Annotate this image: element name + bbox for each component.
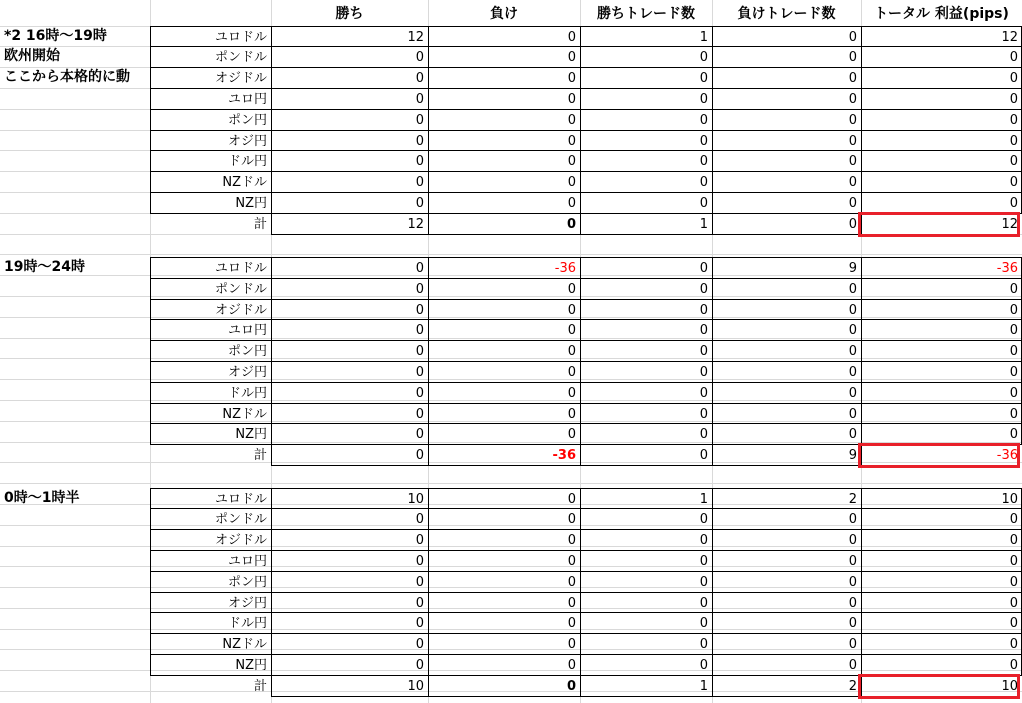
cell-win-trades[interactable]: 0 xyxy=(699,50,708,65)
cell-win[interactable]: 12 xyxy=(407,217,424,232)
cell-loss[interactable]: 0 xyxy=(567,512,576,527)
cell-loss-trades[interactable]: 2 xyxy=(848,679,857,694)
cell-win-trades[interactable]: 0 xyxy=(699,71,708,86)
cell-loss[interactable]: 0 xyxy=(567,30,576,45)
cell-loss-trades[interactable]: 0 xyxy=(848,427,857,442)
currency-pair-label[interactable]: ポン円 xyxy=(227,575,267,590)
cell-win[interactable]: 0 xyxy=(415,154,424,169)
cell-win[interactable]: 0 xyxy=(415,512,424,527)
highlight-box xyxy=(858,674,1020,699)
cell-win[interactable]: 0 xyxy=(415,175,424,190)
cell-loss[interactable]: 0 xyxy=(567,407,576,422)
cell-loss-trades[interactable]: 0 xyxy=(848,407,857,422)
cell-total-pips[interactable]: 0 xyxy=(1009,575,1018,590)
cell-win[interactable]: 0 xyxy=(415,196,424,211)
cell-loss-trades[interactable]: 0 xyxy=(848,113,857,128)
cell-loss[interactable]: -36 xyxy=(552,448,576,463)
cell-win-trades[interactable]: 0 xyxy=(699,386,708,401)
cell-win[interactable]: 0 xyxy=(415,261,424,276)
cell-total-pips[interactable]: 10 xyxy=(1001,679,1018,694)
cell-win[interactable]: 0 xyxy=(415,134,424,149)
cell-total-pips[interactable]: 0 xyxy=(1009,71,1018,86)
section-label: 0時〜1時半 xyxy=(4,490,80,506)
cell-win-trades[interactable]: 0 xyxy=(699,344,708,359)
currency-pair-label[interactable]: ユロドル xyxy=(214,30,267,45)
cell-total-pips[interactable]: 0 xyxy=(1009,386,1018,401)
cell-win[interactable]: 0 xyxy=(415,448,424,463)
cell-win-trades[interactable]: 0 xyxy=(699,154,708,169)
currency-pair-label[interactable]: NZ円 xyxy=(235,658,267,673)
currency-pair-label[interactable]: NZドル xyxy=(222,637,267,652)
cell-loss-trades[interactable]: 0 xyxy=(848,71,857,86)
cell-win-trades[interactable]: 0 xyxy=(699,261,708,276)
cell-loss[interactable]: 0 xyxy=(567,50,576,65)
cell-win-trades[interactable]: 0 xyxy=(699,533,708,548)
cell-loss[interactable]: 0 xyxy=(567,92,576,107)
cell-win-trades[interactable]: 0 xyxy=(699,365,708,380)
cell-loss-trades[interactable]: 0 xyxy=(848,30,857,45)
cell-total-pips[interactable]: 0 xyxy=(1009,596,1018,611)
cell-win-trades[interactable]: 0 xyxy=(699,512,708,527)
cell-win-trades[interactable]: 0 xyxy=(699,616,708,631)
cell-loss-trades[interactable]: 0 xyxy=(848,303,857,318)
highlight-box xyxy=(858,212,1020,237)
currency-pair-label[interactable]: NZドル xyxy=(222,407,267,422)
cell-loss[interactable]: 0 xyxy=(567,575,576,590)
cell-win-trades[interactable]: 1 xyxy=(699,30,708,45)
cell-win[interactable]: 0 xyxy=(415,50,424,65)
column-header: トータル 利益(pips) xyxy=(874,6,1009,22)
cell-win[interactable]: 0 xyxy=(415,427,424,442)
cell-loss[interactable]: 0 xyxy=(567,427,576,442)
cell-total-pips[interactable]: -36 xyxy=(996,261,1018,276)
cell-loss[interactable]: 0 xyxy=(567,154,576,169)
cell-win[interactable]: 0 xyxy=(415,658,424,673)
cell-loss-trades[interactable]: 0 xyxy=(848,92,857,107)
cell-total-pips[interactable]: 0 xyxy=(1009,303,1018,318)
cell-win[interactable]: 0 xyxy=(415,365,424,380)
total-row-label[interactable]: 計 xyxy=(253,217,267,232)
cell-total-pips[interactable]: 0 xyxy=(1009,427,1018,442)
currency-pair-label[interactable]: オジドル xyxy=(214,71,267,86)
currency-pair-label[interactable]: ユロ円 xyxy=(227,554,267,569)
cell-total-pips[interactable]: 12 xyxy=(1001,217,1018,232)
currency-pair-label[interactable]: NZ円 xyxy=(235,196,267,211)
currency-pair-label[interactable]: ユロドル xyxy=(214,492,267,507)
cell-loss[interactable]: 0 xyxy=(567,282,576,297)
currency-pair-label[interactable]: ポン円 xyxy=(227,344,267,359)
currency-pair-label[interactable]: ドル円 xyxy=(227,154,267,169)
currency-pair-label[interactable]: ユロドル xyxy=(214,261,267,276)
section-label: 欧州開始 xyxy=(4,48,60,64)
cell-loss[interactable]: 0 xyxy=(567,637,576,652)
cell-total-pips[interactable]: 0 xyxy=(1009,344,1018,359)
cell-total-pips[interactable]: 0 xyxy=(1009,154,1018,169)
section-label: ここから本格的に動 xyxy=(4,69,130,85)
column-header: 勝ちトレード数 xyxy=(597,6,695,22)
cell-win[interactable]: 10 xyxy=(407,492,424,507)
cell-total-pips[interactable]: 0 xyxy=(1009,616,1018,631)
cell-loss[interactable]: 0 xyxy=(567,196,576,211)
cell-win[interactable]: 0 xyxy=(415,533,424,548)
cell-win-trades[interactable]: 0 xyxy=(699,113,708,128)
cell-win[interactable]: 12 xyxy=(407,30,424,45)
currency-pair-label[interactable]: ドル円 xyxy=(227,386,267,401)
cell-win[interactable]: 0 xyxy=(415,637,424,652)
cell-total-pips[interactable]: 12 xyxy=(1001,30,1018,45)
cell-loss-trades[interactable]: 0 xyxy=(848,217,857,232)
currency-pair-label[interactable]: NZドル xyxy=(222,175,267,190)
cell-win-trades[interactable]: 0 xyxy=(699,448,708,463)
cell-win-trades[interactable]: 0 xyxy=(699,658,708,673)
cell-win-trades[interactable]: 0 xyxy=(699,596,708,611)
cell-win[interactable]: 10 xyxy=(407,679,424,694)
currency-pair-label[interactable]: ポンドル xyxy=(214,282,267,297)
cell-win[interactable]: 0 xyxy=(415,113,424,128)
cell-win[interactable]: 0 xyxy=(415,596,424,611)
total-row-label[interactable]: 計 xyxy=(253,679,267,694)
cell-loss-trades[interactable]: 0 xyxy=(848,50,857,65)
cell-total-pips[interactable]: 0 xyxy=(1009,323,1018,338)
cell-total-pips[interactable]: 0 xyxy=(1009,554,1018,569)
cell-win-trades[interactable]: 0 xyxy=(699,282,708,297)
cell-loss-trades[interactable]: 2 xyxy=(848,492,857,507)
currency-pair-label[interactable]: NZ円 xyxy=(235,427,267,442)
cell-win-trades[interactable]: 0 xyxy=(699,196,708,211)
section-label: *2 16時〜19時 xyxy=(4,28,107,44)
cell-win-trades[interactable]: 0 xyxy=(699,427,708,442)
cell-total-pips[interactable]: 0 xyxy=(1009,92,1018,107)
column-header: 負け xyxy=(490,6,518,22)
cell-win-trades[interactable]: 1 xyxy=(699,217,708,232)
cell-win-trades[interactable]: 0 xyxy=(699,134,708,149)
cell-loss-trades[interactable]: 0 xyxy=(848,175,857,190)
cell-loss[interactable]: 0 xyxy=(567,344,576,359)
cell-loss[interactable]: 0 xyxy=(567,492,576,507)
cell-total-pips[interactable]: 0 xyxy=(1009,113,1018,128)
cell-win-trades[interactable]: 1 xyxy=(699,679,708,694)
cell-win-trades[interactable]: 1 xyxy=(699,492,708,507)
currency-pair-label[interactable]: オジ円 xyxy=(227,134,267,149)
cell-total-pips[interactable]: 0 xyxy=(1009,512,1018,527)
cell-total-pips[interactable]: 0 xyxy=(1009,282,1018,297)
cell-loss[interactable]: 0 xyxy=(567,365,576,380)
cell-loss[interactable]: 0 xyxy=(567,175,576,190)
cell-win-trades[interactable]: 0 xyxy=(699,554,708,569)
total-row-label[interactable]: 計 xyxy=(253,448,267,463)
cell-total-pips[interactable]: 0 xyxy=(1009,134,1018,149)
gridline-horizontal xyxy=(0,483,1022,484)
cell-loss-trades[interactable]: 0 xyxy=(848,575,857,590)
column-header: 負けトレード数 xyxy=(737,6,836,22)
cell-loss-trades[interactable]: 0 xyxy=(848,596,857,611)
cell-win[interactable]: 0 xyxy=(415,575,424,590)
cell-loss-trades[interactable]: 0 xyxy=(848,134,857,149)
cell-loss[interactable]: -36 xyxy=(554,261,576,276)
column-header: 勝ち xyxy=(335,6,364,22)
currency-pair-label[interactable]: ポン円 xyxy=(227,113,267,128)
cell-total-pips[interactable]: -36 xyxy=(996,448,1018,463)
cell-loss[interactable]: 0 xyxy=(567,554,576,569)
currency-pair-label[interactable]: ドル円 xyxy=(227,616,267,631)
gridline-horizontal xyxy=(0,254,1022,255)
section-label: 19時〜24時 xyxy=(4,259,85,275)
cell-win[interactable]: 0 xyxy=(415,407,424,422)
cell-total-pips[interactable]: 0 xyxy=(1009,365,1018,380)
cell-loss-trades[interactable]: 9 xyxy=(848,261,857,276)
cell-win-trades[interactable]: 0 xyxy=(699,637,708,652)
cell-total-pips[interactable]: 10 xyxy=(1001,492,1018,507)
cell-loss[interactable]: 0 xyxy=(566,217,576,232)
currency-pair-label[interactable]: オジドル xyxy=(214,533,267,548)
cell-win-trades[interactable]: 0 xyxy=(699,92,708,107)
cell-win[interactable]: 0 xyxy=(415,386,424,401)
cell-total-pips[interactable]: 0 xyxy=(1009,50,1018,65)
cell-win[interactable]: 0 xyxy=(415,303,424,318)
cell-loss-trades[interactable]: 0 xyxy=(848,533,857,548)
cell-win[interactable]: 0 xyxy=(415,71,424,86)
cell-loss-trades[interactable]: 0 xyxy=(848,344,857,359)
cell-win-trades[interactable]: 0 xyxy=(699,175,708,190)
currency-pair-label[interactable]: ユロ円 xyxy=(227,92,267,107)
cell-loss-trades[interactable]: 0 xyxy=(848,386,857,401)
cell-loss[interactable]: 0 xyxy=(567,596,576,611)
cell-total-pips[interactable]: 0 xyxy=(1009,407,1018,422)
currency-pair-label[interactable]: オジ円 xyxy=(227,596,267,611)
cell-loss-trades[interactable]: 0 xyxy=(848,512,857,527)
cell-total-pips[interactable]: 0 xyxy=(1009,637,1018,652)
cell-win-trades[interactable]: 0 xyxy=(699,407,708,422)
cell-win[interactable]: 0 xyxy=(415,554,424,569)
cell-loss-trades[interactable]: 0 xyxy=(848,196,857,211)
cell-loss[interactable]: 0 xyxy=(567,134,576,149)
highlight-box xyxy=(858,443,1020,468)
currency-pair-label[interactable]: ポンドル xyxy=(214,50,267,65)
currency-pair-label[interactable]: オジドル xyxy=(214,303,267,318)
cell-loss-trades[interactable]: 0 xyxy=(848,282,857,297)
cell-loss[interactable]: 0 xyxy=(567,113,576,128)
cell-loss-trades[interactable]: 0 xyxy=(848,616,857,631)
cell-win[interactable]: 0 xyxy=(415,282,424,297)
currency-pair-label[interactable]: ユロ円 xyxy=(227,323,267,338)
currency-pair-label[interactable]: ポンドル xyxy=(214,512,267,527)
cell-win-trades[interactable]: 0 xyxy=(699,575,708,590)
cell-loss[interactable]: 0 xyxy=(567,386,576,401)
cell-total-pips[interactable]: 0 xyxy=(1009,196,1018,211)
cell-total-pips[interactable]: 0 xyxy=(1009,658,1018,673)
cell-loss[interactable]: 0 xyxy=(567,616,576,631)
cell-loss[interactable]: 0 xyxy=(567,323,576,338)
currency-pair-label[interactable]: オジ円 xyxy=(227,365,267,380)
cell-loss[interactable]: 0 xyxy=(567,303,576,318)
cell-win[interactable]: 0 xyxy=(415,323,424,338)
cell-total-pips[interactable]: 0 xyxy=(1009,175,1018,190)
cell-loss[interactable]: 0 xyxy=(566,679,576,694)
cell-loss-trades[interactable]: 0 xyxy=(848,554,857,569)
cell-win[interactable]: 0 xyxy=(415,92,424,107)
cell-loss-trades[interactable]: 0 xyxy=(848,154,857,169)
cell-loss-trades[interactable]: 0 xyxy=(848,658,857,673)
cell-win[interactable]: 0 xyxy=(415,616,424,631)
cell-loss-trades[interactable]: 0 xyxy=(848,323,857,338)
cell-win-trades[interactable]: 0 xyxy=(699,303,708,318)
cell-total-pips[interactable]: 0 xyxy=(1009,533,1018,548)
cell-loss[interactable]: 0 xyxy=(567,658,576,673)
cell-loss-trades[interactable]: 9 xyxy=(848,448,857,463)
cell-loss-trades[interactable]: 0 xyxy=(848,637,857,652)
cell-loss-trades[interactable]: 0 xyxy=(848,365,857,380)
cell-win-trades[interactable]: 0 xyxy=(699,323,708,338)
cell-loss[interactable]: 0 xyxy=(567,533,576,548)
cell-loss[interactable]: 0 xyxy=(567,71,576,86)
cell-win[interactable]: 0 xyxy=(415,344,424,359)
